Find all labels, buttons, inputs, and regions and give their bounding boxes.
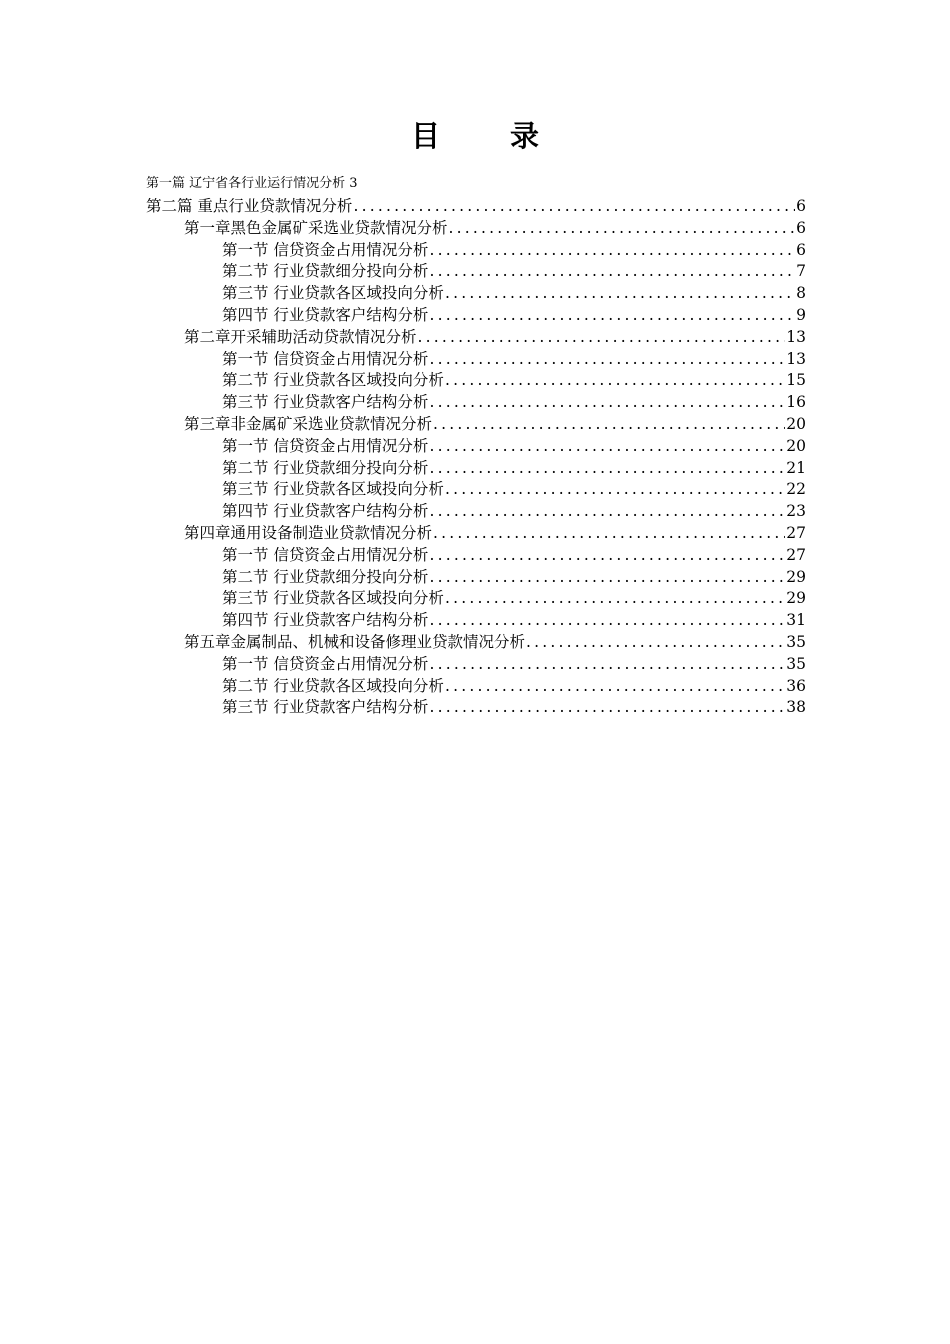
toc-dot-leader xyxy=(445,283,795,305)
toc-dot-leader xyxy=(429,610,785,632)
toc-entry[interactable] xyxy=(146,261,806,283)
toc-entry[interactable] xyxy=(146,697,806,719)
toc-entry[interactable] xyxy=(146,218,806,240)
toc-entry[interactable] xyxy=(146,523,806,545)
toc-entry-page-number: 20 xyxy=(786,414,806,433)
toc-entry-page-number: 36 xyxy=(786,676,806,695)
toc-entry-label: 第一节 信贷资金占用情况分析 xyxy=(222,545,429,564)
toc-dot-leader xyxy=(429,436,785,458)
toc-entry-page-number: 35 xyxy=(786,632,806,651)
toc-entry-label: 第四节 行业贷款客户结构分析 xyxy=(222,502,429,521)
toc-dot-leader xyxy=(445,479,785,501)
toc-entry[interactable] xyxy=(146,414,806,436)
toc-entry-page-number: 6 xyxy=(796,218,806,237)
toc-list xyxy=(146,196,806,719)
toc-entry-page-number: 27 xyxy=(786,545,806,564)
toc-entry-page-number: 23 xyxy=(786,502,806,521)
toc-entry[interactable] xyxy=(146,305,806,327)
toc-entry-label: 第一节 信贷资金占用情况分析 xyxy=(222,654,429,673)
toc-dot-leader xyxy=(429,567,785,589)
toc-dot-leader xyxy=(353,196,795,218)
toc-dot-leader xyxy=(433,523,785,545)
toc-dot-leader xyxy=(429,240,795,262)
toc-entry-page-number: 21 xyxy=(786,458,806,477)
toc-entry-page-number: 8 xyxy=(796,284,806,303)
toc-entry-label: 第二节 行业贷款各区域投向分析 xyxy=(222,676,444,695)
toc-entry-page-number: 13 xyxy=(786,327,806,346)
toc-entry[interactable] xyxy=(146,392,806,414)
toc-entry-page-number: 9 xyxy=(796,305,806,324)
toc-entry-page-number: 20 xyxy=(786,436,806,455)
toc-dot-leader xyxy=(418,327,786,349)
toc-entry-page-number: 13 xyxy=(786,349,806,368)
toc-entry[interactable] xyxy=(146,479,806,501)
toc-entry[interactable] xyxy=(146,240,806,262)
toc-entry-page-number: 29 xyxy=(786,567,806,586)
toc-entry-label: 第三节 行业贷款各区域投向分析 xyxy=(222,284,444,303)
toc-entry-page-number: 35 xyxy=(786,654,806,673)
toc-entry-page-number: 31 xyxy=(786,611,806,630)
toc-entry-label: 第四章通用设备制造业贷款情况分析 xyxy=(184,523,433,542)
toc-dot-leader xyxy=(526,632,785,654)
toc-dot-leader xyxy=(429,349,785,371)
toc-entry-label: 第四节 行业贷款客户结构分析 xyxy=(222,305,429,324)
toc-entry[interactable] xyxy=(146,327,806,349)
toc-dot-leader xyxy=(433,414,785,436)
toc-dot-leader xyxy=(445,370,785,392)
toc-dot-leader xyxy=(445,676,785,698)
toc-entry-label: 第三节 行业贷款客户结构分析 xyxy=(222,393,429,412)
toc-entry[interactable] xyxy=(146,501,806,523)
toc-dot-leader xyxy=(429,697,785,719)
toc-entry-label: 第二篇 重点行业贷款情况分析 xyxy=(146,197,353,215)
toc-entry-label: 第二节 行业贷款各区域投向分析 xyxy=(222,371,444,390)
toc-entry-label: 第三节 行业贷款客户结构分析 xyxy=(222,698,429,717)
toc-entry-label: 第一节 信贷资金占用情况分析 xyxy=(222,349,429,368)
toc-entry-page-number: 29 xyxy=(786,589,806,608)
toc-first-entry[interactable]: 第一篇 辽宁省各行业运行情况分析 3 xyxy=(146,176,358,191)
toc-dot-leader xyxy=(429,392,785,414)
toc-entry-label: 第四节 行业贷款客户结构分析 xyxy=(222,611,429,630)
toc-dot-leader xyxy=(429,261,795,283)
toc-entry[interactable] xyxy=(146,588,806,610)
toc-entry-page-number: 16 xyxy=(786,393,806,412)
toc-entry-label: 第三章非金属矿采选业贷款情况分析 xyxy=(184,414,433,433)
toc-entry[interactable] xyxy=(146,349,806,371)
toc-entry-label: 第一章黑色金属矿采选业贷款情况分析 xyxy=(184,218,448,237)
toc-entry[interactable] xyxy=(146,676,806,698)
toc-entry-label: 第三节 行业贷款各区域投向分析 xyxy=(222,589,444,608)
toc-entry-label: 第二章开采辅助活动贷款情况分析 xyxy=(184,327,417,346)
toc-entry[interactable] xyxy=(146,567,806,589)
toc-dot-leader xyxy=(449,218,796,240)
toc-entry-page-number: 6 xyxy=(796,197,806,215)
toc-entry[interactable] xyxy=(146,370,806,392)
toc-entry-label: 第二节 行业贷款细分投向分析 xyxy=(222,262,429,281)
toc-dot-leader xyxy=(445,588,785,610)
toc-entry[interactable] xyxy=(146,196,806,218)
toc-dot-leader xyxy=(429,654,785,676)
toc-entry-page-number: 15 xyxy=(786,371,806,390)
toc-entry-page-number: 7 xyxy=(796,262,806,281)
toc-entry-label: 第五章金属制品、机械和设备修理业贷款情况分析 xyxy=(184,632,526,651)
toc-entry[interactable] xyxy=(146,545,806,567)
toc-entry-label: 第一节 信贷资金占用情况分析 xyxy=(222,436,429,455)
toc-entry[interactable] xyxy=(146,458,806,480)
toc-entry[interactable] xyxy=(146,283,806,305)
toc-entry-label: 第二节 行业贷款细分投向分析 xyxy=(222,567,429,586)
toc-entry-page-number: 38 xyxy=(786,698,806,717)
toc-dot-leader xyxy=(429,545,785,567)
toc-entry-page-number: 6 xyxy=(796,240,806,259)
toc-title: 目 录 xyxy=(410,119,570,153)
toc-entry[interactable] xyxy=(146,610,806,632)
toc-entry[interactable] xyxy=(146,436,806,458)
toc-entry-label: 第二节 行业贷款细分投向分析 xyxy=(222,458,429,477)
toc-entry-page-number: 22 xyxy=(786,480,806,499)
toc-entry-label: 第三节 行业贷款各区域投向分析 xyxy=(222,480,444,499)
toc-dot-leader xyxy=(429,458,785,480)
toc-entry-page-number: 27 xyxy=(786,523,806,542)
toc-entry[interactable] xyxy=(146,654,806,676)
toc-entry[interactable] xyxy=(146,632,806,654)
toc-dot-leader xyxy=(429,501,785,523)
toc-dot-leader xyxy=(429,305,795,327)
toc-entry-label: 第一节 信贷资金占用情况分析 xyxy=(222,240,429,259)
